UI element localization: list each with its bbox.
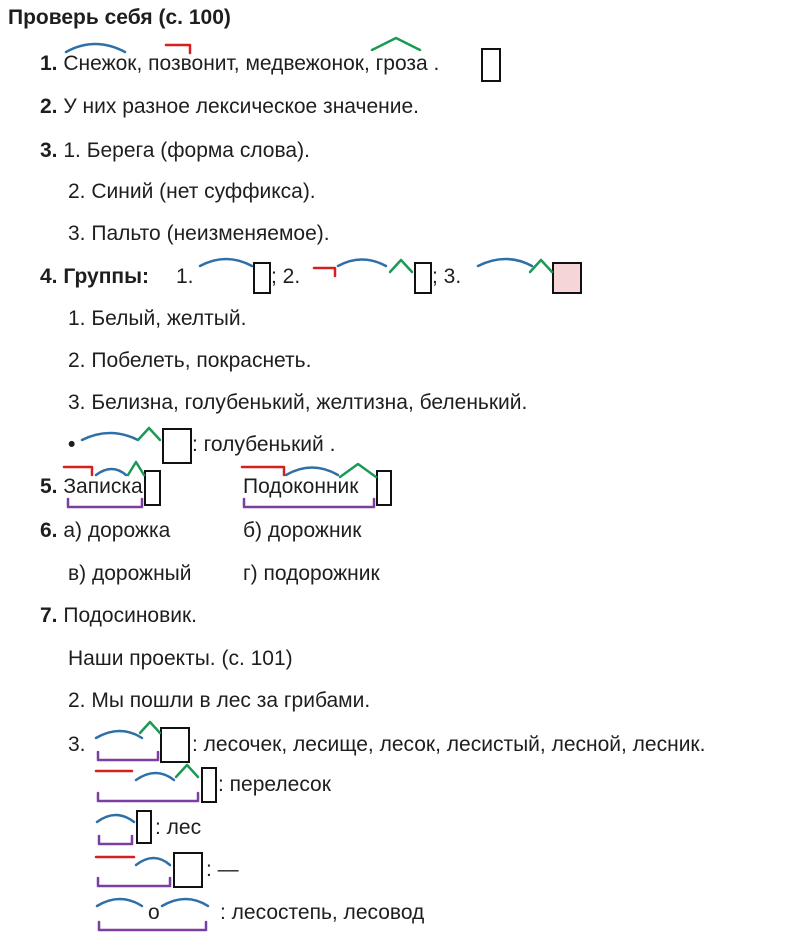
prefix-mark [314, 268, 335, 276]
answer-text: У них разное лексическое значение. [63, 95, 419, 118]
root-arc [97, 815, 134, 822]
option-d: г) подорожник [243, 562, 380, 585]
answer-text: Подосиновик. [63, 604, 198, 627]
lesochek-list: : лесочек, лесище, лесок, лесистый, лесной, лесник. [192, 733, 706, 756]
answer-text: 1. Берега (форма слова). [63, 139, 310, 162]
ending-box [201, 767, 217, 803]
group-line-3: 3. Белизна, голубенький, желтизна, беленький. [68, 391, 528, 414]
word-zapiska: Записка [63, 475, 143, 498]
ending-box [253, 262, 271, 294]
root-arc [286, 468, 338, 476]
pereleskok-text: : перелесок [218, 773, 331, 796]
group-line-1: 1. Белый, желтый. [68, 307, 247, 330]
bullet: • [68, 433, 76, 456]
ending-box [160, 727, 190, 763]
group-line-2: 2. Побелеть, покраснеть. [68, 349, 312, 372]
answer-6 [40, 519, 170, 543]
page-title: Проверь себя (с. 100) [8, 6, 231, 29]
projects-line-3: 3. [68, 733, 86, 756]
root-arc [136, 773, 174, 780]
suffix-mark [372, 38, 420, 50]
ending-box [144, 470, 161, 506]
ending-box [414, 262, 432, 294]
prefix-mark [242, 467, 284, 475]
stem-bracket [98, 793, 198, 801]
suffix-mark [176, 765, 198, 777]
stem-bracket [99, 836, 132, 844]
projects-heading: Наши проекты. (с. 101) [68, 647, 293, 670]
ending-box [136, 810, 152, 844]
root-arc [162, 899, 208, 906]
group-3-label: ; 3. [432, 265, 462, 288]
suffix-mark [390, 260, 412, 272]
answer-number: 1. [40, 52, 58, 75]
ending-box-filled [552, 262, 582, 294]
answer-number: 5. [40, 475, 58, 498]
answer-2 [40, 95, 419, 119]
answer-5 [40, 475, 143, 499]
root-arc [96, 731, 142, 738]
option-c: в) дорожный [68, 562, 192, 585]
answer-number: 2. [40, 95, 58, 118]
lesostep-text: : лесостепь, лесовод [220, 901, 425, 924]
answer-number: 4. [40, 265, 58, 288]
ending-box [173, 852, 203, 888]
answer-number: 6. [40, 519, 58, 542]
answer-3 [40, 139, 310, 163]
answer-number: 3. [40, 139, 58, 162]
prefix-mark [64, 467, 92, 475]
group-1-label: 1. [176, 265, 194, 288]
suffix-mark [138, 428, 160, 440]
word-podokonnik: Подоконник [243, 475, 359, 498]
answer-1 [40, 52, 439, 76]
root-arc [478, 259, 532, 266]
ending-box [376, 470, 392, 506]
answer-7 [40, 604, 197, 628]
option-b: б) дорожник [243, 519, 362, 542]
groups-colon: : [142, 265, 149, 288]
suffix-mark [128, 462, 144, 475]
stem-bracket [244, 499, 374, 507]
projects-line-2: 2. Мы пошли в лес за грибами. [68, 689, 371, 712]
option-a: а) дорожка [63, 519, 171, 542]
ending-box [481, 48, 501, 82]
stem-bracket [68, 499, 142, 507]
answer-3-line-3: 3. Пальто (неизменяемое). [68, 222, 330, 245]
answer-text: Снежок, позвонит, медвежонок, гроза . [63, 52, 440, 75]
root-arc [66, 44, 125, 52]
root-arc [136, 858, 170, 865]
connecting-vowel: о [148, 901, 160, 924]
group-2-label: ; 2. [271, 265, 301, 288]
answer-number: 7. [40, 604, 58, 627]
stem-bracket [98, 878, 170, 886]
bullet-text: : голубенький . [192, 433, 336, 456]
suffix-mark [530, 260, 552, 272]
groups-label: Группы [63, 265, 142, 288]
root-arc [82, 433, 138, 440]
root-arc [338, 260, 386, 267]
root-arc [97, 899, 142, 906]
suffix-mark [140, 722, 160, 733]
ending-box [162, 428, 192, 464]
answer-4 [40, 265, 149, 289]
les-text: : лес [155, 816, 202, 839]
answer-3-line-2: 2. Синий (нет суффикса). [68, 180, 316, 203]
stem-bracket [98, 752, 158, 760]
root-arc [200, 259, 252, 266]
dash-text: : — [206, 858, 239, 881]
